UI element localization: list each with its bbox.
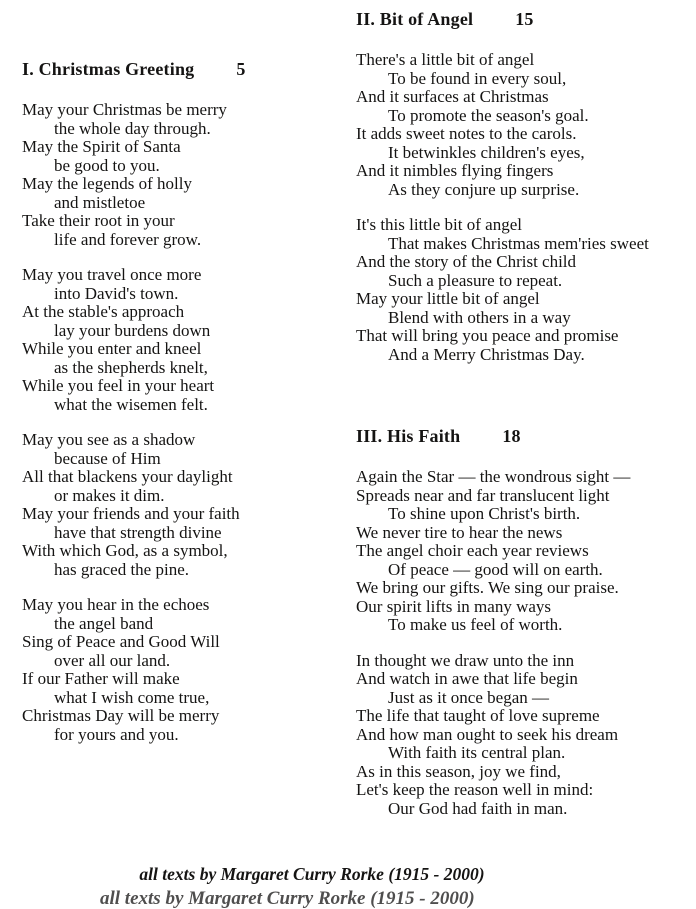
poem-line: Sing of Peace and Good Will (22, 632, 220, 651)
poem-body (356, 51, 692, 364)
poem-line: And a Merry Christmas Day. (388, 344, 585, 364)
poem-line: We bring our gifts. We sing our praise. (356, 578, 619, 597)
poem-line: In thought we draw unto the inn (356, 650, 575, 670)
poem-title-text: I. Christmas Greeting (22, 59, 195, 79)
poem-heading (356, 8, 692, 30)
cutoff-text-fragment: all texts by Margaret Curry Rorke (1915 - 2000) (100, 888, 475, 909)
poem-line: Take their root in your (22, 211, 175, 230)
credit-line: all texts by Margaret Curry Rorke (1915 - 2000) (139, 864, 485, 884)
poem-line: Our God had faith in man. (388, 798, 568, 818)
poem-line: With faith its central plan. (388, 743, 566, 762)
poem-line: As in this season, joy we find, (356, 761, 561, 781)
stanza (22, 431, 352, 579)
poem-line: be good to you. (54, 155, 160, 175)
poem-line: And how man ought to seek his dream (356, 724, 619, 744)
poem-line: With which God, as a symbol, (22, 541, 228, 560)
poem-line: To be found in every soul, (388, 68, 567, 88)
left-column (22, 58, 352, 744)
poem-line: Let's keep the reason well in mind: (356, 780, 594, 799)
poem-page-number: 5 (236, 59, 246, 79)
stanza (22, 596, 352, 744)
poem-line: Again the Star — the wondrous sight — (356, 467, 631, 486)
poem-his-faith (356, 425, 692, 818)
poem-page-number: 15 (515, 9, 534, 29)
poem-body (22, 101, 352, 744)
poem-line: life and forever grow. (54, 229, 202, 249)
poem-page-number: 18 (502, 426, 521, 446)
poem-line: Just as it once began — (388, 687, 549, 707)
poem-line: May the legends of holly (22, 174, 192, 193)
poem-line: To promote the season's goal. (388, 105, 589, 125)
poem-line: It's this little bit of angel (356, 215, 522, 234)
poem-line: The life that taught of love supreme (356, 706, 600, 725)
poem-line: May your little bit of angel (356, 289, 540, 308)
poem-line: As they conjure up surprise. (388, 179, 580, 199)
scan-artifact-cutoff-text (100, 888, 520, 909)
poem-line: Such a pleasure to repeat. (388, 270, 563, 290)
poem-line: At the stable's approach (22, 302, 185, 321)
poem-line: While you enter and kneel (22, 339, 202, 358)
poem-line: Our spirit lifts in many ways (356, 596, 552, 616)
poem-line: And watch in awe that life begin (356, 669, 578, 688)
poem-heading (22, 58, 352, 80)
poem-line: May you hear in the echoes (22, 595, 210, 614)
poem-line: And it nimbles flying fingers (356, 161, 554, 180)
poem-line: All that blackens your daylight (22, 467, 233, 486)
poem-line: May you travel once more (22, 265, 202, 284)
stanza (356, 216, 692, 364)
poem-line: or makes it dim. (54, 485, 165, 505)
poem-line: To shine upon Christ's birth. (388, 504, 581, 523)
poem-heading (356, 425, 692, 447)
poem-line: If our Father will make (22, 669, 180, 688)
poem-line: for yours and you. (54, 724, 179, 744)
poem-line: We never tire to hear the news (356, 522, 563, 542)
poem-body (356, 468, 692, 818)
poem-line: That will bring you peace and promise (356, 326, 619, 345)
poem-line: May your friends and your faith (22, 504, 240, 523)
poem-bit-of-angel (356, 8, 692, 364)
poem-line: May your Christmas be merry (22, 100, 227, 119)
poem-line: Spreads near and far translucent light (356, 485, 610, 505)
poem-line: And it surfaces at Christmas (356, 87, 549, 106)
poem-line: The angel choir each year reviews (356, 541, 589, 560)
poem-line: as the shepherds knelt, (54, 357, 208, 377)
stanza (356, 468, 692, 635)
poem-line: over all our land. (54, 650, 171, 670)
stanza (22, 101, 352, 249)
poem-line: To make us feel of worth. (388, 615, 563, 634)
poem-title-text: III. His Faith (356, 426, 461, 446)
poem-line: because of Him (54, 448, 161, 468)
poem-line: into David's town. (54, 283, 179, 303)
poem-line: There's a little bit of angel (356, 50, 535, 69)
poem-line: what I wish come true, (54, 687, 210, 707)
poem-line: Of peace — good will on earth. (388, 559, 603, 579)
stanza (22, 266, 352, 414)
poem-line: has graced the pine. (54, 559, 189, 579)
poem-line: That makes Christmas mem'ries sweet (388, 233, 649, 253)
poem-line: And the story of the Christ child (356, 252, 577, 271)
poem-line: what the wisemen felt. (54, 394, 208, 414)
poem-line: May the Spirit of Santa (22, 137, 181, 156)
poem-christmas-greeting (22, 58, 352, 744)
poem-line: and mistletoe (54, 192, 146, 212)
poem-line: Blend with others in a way (388, 307, 571, 327)
poem-line: While you feel in your heart (22, 376, 215, 395)
poem-line: Christmas Day will be merry (22, 706, 220, 725)
stanza (356, 652, 692, 819)
poem-line: It adds sweet notes to the carols. (356, 124, 577, 143)
poem-line: the whole day through. (54, 118, 211, 138)
poem-line: lay your burdens down (54, 320, 211, 340)
poem-line: have that strength divine (54, 522, 222, 542)
poem-line: the angel band (54, 613, 154, 633)
stanza (356, 51, 692, 199)
right-column (356, 8, 692, 818)
poem-line: May you see as a shadow (22, 430, 196, 449)
poem-title-text: II. Bit of Angel (356, 9, 474, 29)
poem-line: It betwinkles children's eyes, (388, 142, 585, 162)
